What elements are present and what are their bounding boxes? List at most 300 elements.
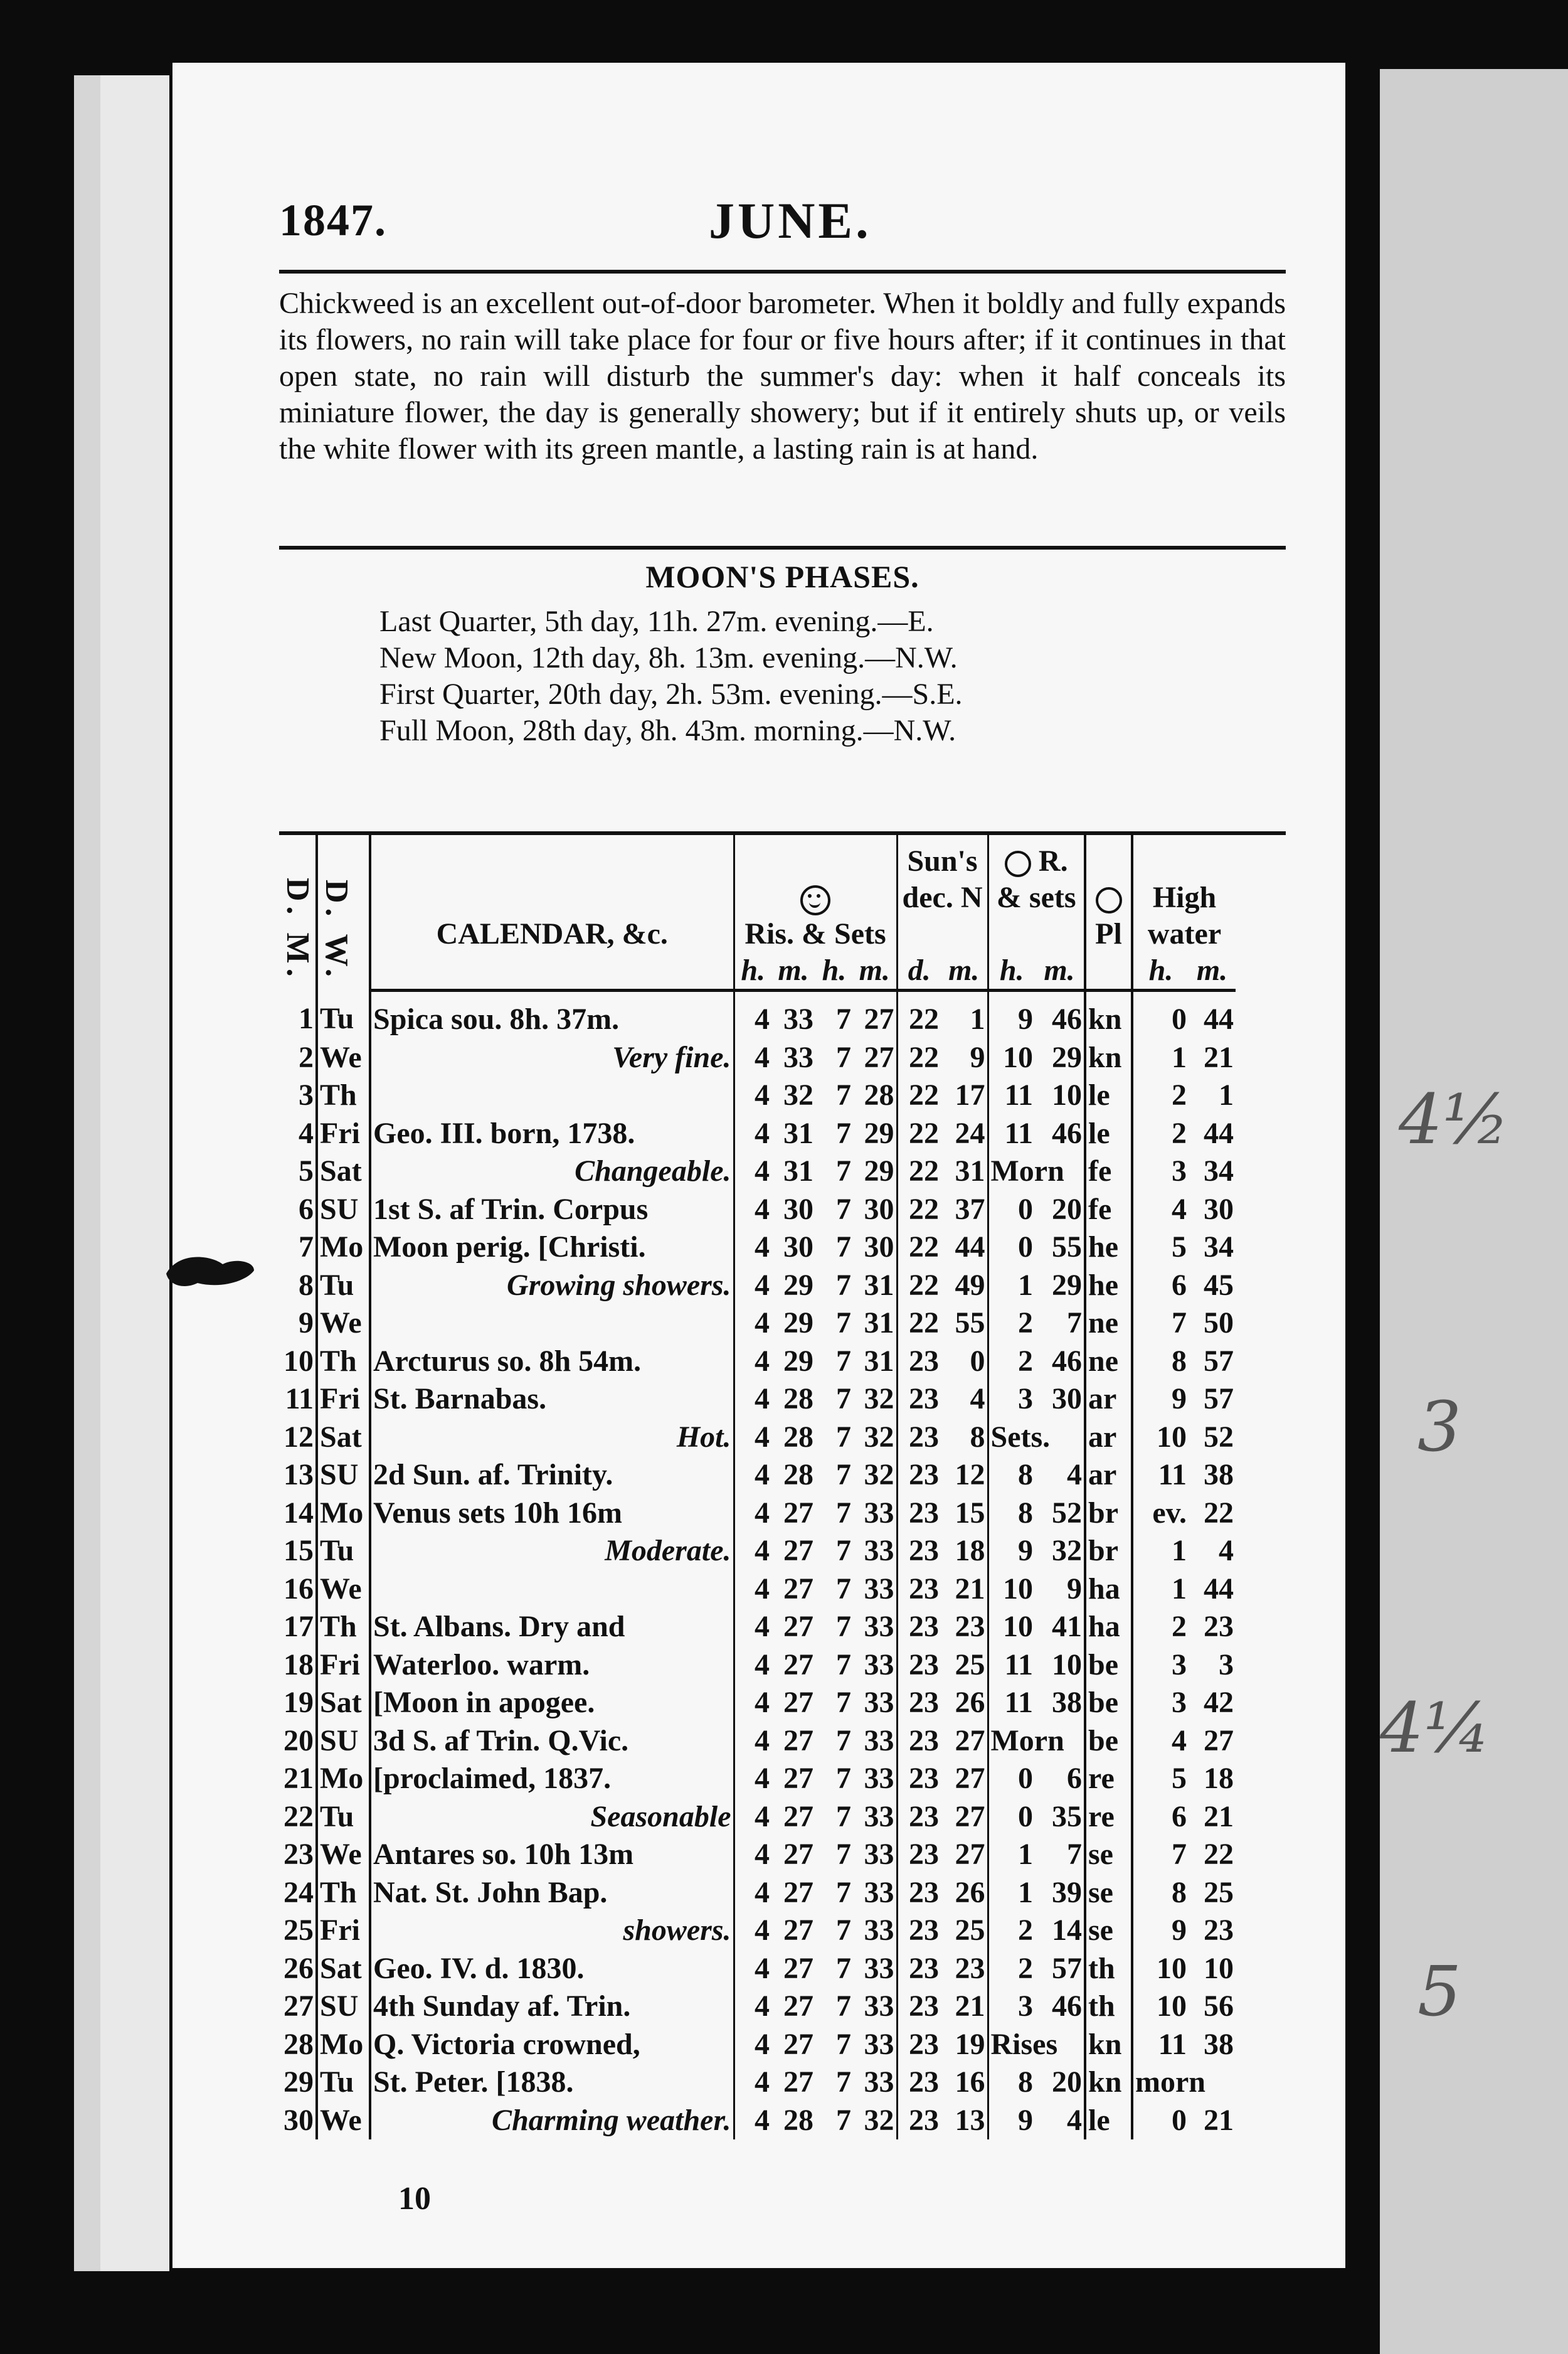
high-water-hour: 9 xyxy=(1132,1380,1189,1419)
day-of-week: Fri xyxy=(317,1646,370,1685)
sunset-minute: 32 xyxy=(864,1382,894,1416)
sunset-minute: 32 xyxy=(864,1458,894,1492)
sunset-minute: 30 xyxy=(864,1230,894,1264)
moon-rs-minute: 20 xyxy=(1052,2065,1082,2099)
sun-dec-minutes: 17 xyxy=(955,1078,985,1112)
table-row xyxy=(279,1760,1236,1798)
page-year: 1847. xyxy=(279,195,387,245)
sun-dec-degrees: 23 xyxy=(897,1874,941,1912)
sunrise-hour: 4 xyxy=(734,1039,771,1077)
day-of-week: SU xyxy=(317,1456,370,1494)
high-water-hour: 10 xyxy=(1132,1419,1189,1457)
table-row xyxy=(279,1950,1236,1988)
handwritten-note: 4¼ xyxy=(1380,1688,1491,1768)
high-water-hour: 7 xyxy=(1132,1836,1189,1874)
high-water-minute: 10 xyxy=(1204,1951,1234,1985)
high-water-hour: ev. xyxy=(1132,1494,1189,1533)
calendar-event: Charming weather. xyxy=(492,2103,731,2137)
table-row xyxy=(279,1039,1236,1077)
high-water-minute: 22 xyxy=(1204,1838,1234,1872)
day-of-week: Tu xyxy=(317,991,370,1039)
ink-blot-mark xyxy=(160,1245,260,1296)
day-of-week: Tu xyxy=(317,1532,370,1570)
calendar-event xyxy=(370,1570,734,1609)
calendar-event: St. Peter. [1838. xyxy=(373,2065,574,2099)
sunrise-hour: 4 xyxy=(734,1570,771,1609)
day-of-month: 25 xyxy=(283,1914,314,1947)
high-water-hour: 9 xyxy=(1132,1912,1189,1950)
calendar-event: Geo. IV. d. 1830. xyxy=(373,1951,585,1985)
table-row xyxy=(279,1494,1236,1533)
moon-rs-header: R. & sets xyxy=(988,834,1085,916)
high-water-hour: 7 xyxy=(1132,1304,1189,1343)
moon-place: br xyxy=(1085,1532,1132,1570)
moon-icon xyxy=(1005,851,1031,877)
sunset-minute: 27 xyxy=(864,1040,894,1074)
moon-rs-minute: 10 xyxy=(1052,1078,1082,1112)
moon-rs-hour: Sets. xyxy=(988,1419,1085,1457)
sunset-minute: 27 xyxy=(864,1003,894,1036)
day-of-month: 2 xyxy=(299,1040,314,1074)
sunset-minute: 29 xyxy=(864,1154,894,1188)
moon-rs-minute: 7 xyxy=(1067,1306,1082,1340)
high-water-minute: 25 xyxy=(1204,1875,1234,1909)
sunrise-hour: 4 xyxy=(734,1419,771,1457)
moon-rs-hour: 2 xyxy=(988,1950,1035,1988)
sunset-hour: 7 xyxy=(836,1648,851,1681)
moon-place: le xyxy=(1085,1077,1132,1115)
table-row xyxy=(279,1456,1236,1494)
sunrise-minute: 27 xyxy=(783,1534,813,1568)
sunrise-minute: 27 xyxy=(783,1875,813,1909)
sunset-minute: 32 xyxy=(864,1420,894,1454)
moon-phases-list xyxy=(379,604,963,749)
sunrise-minute: 32 xyxy=(783,1078,813,1112)
moon-rs-minute: 55 xyxy=(1052,1230,1082,1264)
sun-dec-degrees: 23 xyxy=(897,1798,941,1836)
sunrise-minute: 27 xyxy=(783,1723,813,1757)
day-of-week: Mo xyxy=(317,1760,370,1798)
moon-rs-hour: 11 xyxy=(988,1646,1035,1685)
sunrise-hour: 4 xyxy=(734,2064,771,2102)
sun-dec-header: Sun's dec. N xyxy=(897,834,988,916)
sun-dec-degrees: 23 xyxy=(897,1760,941,1798)
calendar-event xyxy=(370,1304,734,1343)
sun-rs-header: Ris. & Sets xyxy=(734,916,897,952)
moon-rs-hour: 8 xyxy=(988,1494,1035,1533)
sun-dec-minutes: 55 xyxy=(955,1306,985,1340)
moon-place: kn xyxy=(1085,2064,1132,2102)
sunset-hour: 7 xyxy=(836,1344,851,1378)
sunrise-hour: 4 xyxy=(734,1988,771,2026)
high-water-hour: 4 xyxy=(1132,1722,1189,1760)
sunset-hour: 7 xyxy=(836,1306,851,1340)
sunset-hour: 7 xyxy=(836,2027,851,2061)
sun-dec-degrees: 23 xyxy=(897,1419,941,1457)
day-of-week: Fri xyxy=(317,1115,370,1153)
moon-rs-hour: 0 xyxy=(988,1760,1035,1798)
sunset-hour: 7 xyxy=(836,1951,851,1985)
high-water-hour: 5 xyxy=(1132,1228,1189,1267)
high-water-minute: 22 xyxy=(1204,1496,1234,1530)
day-of-month: 11 xyxy=(285,1382,314,1416)
sun-dec-minutes: 25 xyxy=(955,1914,985,1947)
sun-dec-minutes: 24 xyxy=(955,1116,985,1150)
sun-dec-minutes: 0 xyxy=(970,1344,985,1378)
high-water-minute: 52 xyxy=(1204,1420,1234,1454)
sun-dec-minutes: 31 xyxy=(955,1154,985,1188)
sunset-minute: 31 xyxy=(864,1268,894,1302)
sunset-hour: 7 xyxy=(836,1154,851,1188)
moon-place: re xyxy=(1085,1760,1132,1798)
moon-rs-minute: 39 xyxy=(1052,1875,1082,1909)
sunset-minute: 33 xyxy=(864,1799,894,1833)
sunset-minute: 33 xyxy=(864,1875,894,1909)
moon-place: fe xyxy=(1085,1191,1132,1229)
high-water-hour: 1 xyxy=(1132,1570,1189,1609)
sun-dec-degrees: 22 xyxy=(897,1153,941,1191)
high-water-minute: 44 xyxy=(1204,1572,1234,1606)
calendar-event: Waterloo. warm. xyxy=(373,1648,590,1681)
moon-rs-minute: 29 xyxy=(1052,1268,1082,1302)
sun-dec-degrees: 23 xyxy=(897,1684,941,1722)
sunrise-hour: 4 xyxy=(734,1874,771,1912)
sun-dec-degrees: 23 xyxy=(897,1343,941,1381)
moon-place: ar xyxy=(1085,1380,1132,1419)
sun-dec-degrees: 23 xyxy=(897,1912,941,1950)
moon-place: he xyxy=(1085,1228,1132,1267)
sunset-hour: 7 xyxy=(836,1875,851,1909)
sunset-minute: 33 xyxy=(864,1610,894,1644)
day-of-week: Th xyxy=(317,1077,370,1115)
sunrise-minute: 28 xyxy=(783,1420,813,1454)
sunset-minute: 33 xyxy=(864,1951,894,1985)
moon-rs-hour: 1 xyxy=(988,1267,1035,1305)
table-row xyxy=(279,2102,1236,2140)
sun-dec-degrees: 22 xyxy=(897,991,941,1039)
sun-dec-minutes: 25 xyxy=(955,1648,985,1681)
day-of-week: Sat xyxy=(317,1950,370,1988)
sunrise-minute: 27 xyxy=(783,1838,813,1872)
moon-rs-hour: 9 xyxy=(988,991,1035,1039)
calendar-event: [Moon in apogee. xyxy=(373,1686,595,1720)
high-water-minute: 23 xyxy=(1204,1610,1234,1644)
sunset-minute: 33 xyxy=(864,1989,894,2023)
sunrise-minute: 27 xyxy=(783,1496,813,1530)
day-of-month: 12 xyxy=(283,1420,314,1454)
high-water-hour: 2 xyxy=(1132,1115,1189,1153)
sunset-hour: 7 xyxy=(836,1762,851,1796)
sunrise-hour: 4 xyxy=(734,1608,771,1646)
moon-place-header: Pl xyxy=(1085,834,1132,952)
high-water-minute: 50 xyxy=(1204,1306,1234,1340)
day-of-month: 4 xyxy=(299,1116,314,1150)
moon-place: kn xyxy=(1085,991,1132,1039)
left-page-strip xyxy=(100,75,169,2271)
moon-place: ne xyxy=(1085,1304,1132,1343)
sunrise-minute: 33 xyxy=(783,1003,813,1036)
calendar-event: Spica sou. 8h. 37m. xyxy=(373,1003,620,1036)
day-of-week: We xyxy=(317,1039,370,1077)
sun-dec-minutes: 15 xyxy=(955,1496,985,1530)
phases-rule xyxy=(279,546,1286,550)
sunrise-minute: 29 xyxy=(783,1306,813,1340)
sunrise-minute: 30 xyxy=(783,1230,813,1264)
sunset-hour: 7 xyxy=(836,1534,851,1568)
sun-dec-degrees: 23 xyxy=(897,1532,941,1570)
moon-place: ha xyxy=(1085,1570,1132,1609)
calendar-table: D. M. D. W. CALENDAR, &c. Sun's dec. N R. & sets Pl High water Ris. & Sets h. m. h. m. d. m. h. m. h. m. 1 Tu Spica sou. 8h. 37m. 4 33 7 27 22 1 9 46 kn 0 44 2 We Very fine. 4 33 7 27 22 9 10 29 kn 1 21 3 Th 4 32 7 28 22 17 11 10 le 2 1 4 Fri Geo. III. born, 1738. 4 31 7 29 22 24 11 46 le 2 44 5 Sat Changeable. 4 31 7 29 22 31 Morn fe 3 34 6 SU 1st S. af Trin. Corpus 4 30 7 30 22 37 0 20 fe 4 30 7 Mo Moon perig. [Christi. 4 30 7 30 22 44 0 55 he 5 34 8 Tu Growing showers. 4 29 7 31 22 49 1 29 he 6 45 9 We 4 29 7 31 22 55 2 7 ne 7 50 10 Th Arcturus so. 8h 54m. 4 29 7 31 23 0 2 46 ne 8 57 11 Fri St. Barnabas. 4 28 7 32 23 4 3 30 ar 9 57 12 Sat Hot. 4 28 7 32 23 8 Sets. ar 10 52 13 SU 2d Sun. af. Trinity. 4 28 7 32 23 12 8 4 ar 11 38 14 Mo Venus sets 10h 16m 4 27 7 33 23 15 8 52 br ev. 22 15 Tu Moderate. 4 27 7 33 23 18 9 32 br 1 4 16 We 4 27 7 33 23 21 10 9 ha 1 44 17 Th St. Albans. Dry and 4 27 7 33 23 23 10 41 ha 2 23 18 Fri Waterloo. warm. 4 27 7 33 23 25 11 10 be 3 3 19 Sat [Moon in apogee. 4 27 7 33 23 26 11 38 be 3 42 20 SU 3d S. af Trin. Q.Vic. 4 27 7 33 23 27 Morn be 4 27 21 Mo [proclaimed, 1837. 4 27 7 33 23 27 0 6 re 5 18 22 Tu Seasonable 4 27 7 33 23 27 0 35 re 6 21 23 We Antares so. 10h 13m 4 27 7 33 23 27 1 7 se 7 22 24 Th Nat. St. John Bap. 4 27 7 33 23 26 1 39 se 8 25 25 Fri showers. 4 27 7 33 23 25 2 14 se 9 23 26 Sat Geo. IV. d. 1830. 4 27 7 33 23 23 2 57 th 10 10 27 SU 4th Sunday af. Trin. 4 27 7 33 23 21 3 46 th 10 56 28 Mo Q. Victoria crowned, 4 27 7 33 23 19 Rises kn 11 38 29 Tu St. Peter. [1838. 4 27 7 33 23 16 8 20 kn morn 30 We Charming weather. 4 28 7 32 23 13 9 4 le 0 21 xyxy=(279,834,1236,2139)
day-of-week: Sat xyxy=(317,1684,370,1722)
high-water-hour: 1 xyxy=(1132,1039,1189,1077)
sunrise-hour: 4 xyxy=(734,991,771,1039)
calendar-event: [proclaimed, 1837. xyxy=(373,1762,612,1796)
calendar-event: 4th Sunday af. Trin. xyxy=(373,1989,631,2023)
sunrise-hour: 4 xyxy=(734,1798,771,1836)
day-of-week: Mo xyxy=(317,2026,370,2064)
day-of-month: 14 xyxy=(283,1496,314,1530)
day-of-week: Fri xyxy=(317,1380,370,1419)
sunset-minute: 30 xyxy=(864,1192,894,1226)
sunrise-minute: 27 xyxy=(783,2027,813,2061)
sun-dec-degrees: 23 xyxy=(897,2064,941,2102)
sun-dec-degrees: 22 xyxy=(897,1115,941,1153)
calendar-header: CALENDAR, &c. xyxy=(436,917,668,951)
high-water-minute: 34 xyxy=(1204,1230,1234,1264)
moon-place: fe xyxy=(1085,1153,1132,1191)
moon-phases-title: MOON'S PHASES. xyxy=(645,559,919,594)
high-water-hour: 5 xyxy=(1132,1760,1189,1798)
sunset-hour: 7 xyxy=(836,2065,851,2099)
calendar-event: 3d S. af Trin. Q.Vic. xyxy=(373,1723,629,1757)
day-of-week: We xyxy=(317,1570,370,1609)
moon-rs-minute: 41 xyxy=(1052,1610,1082,1644)
moon-rs-hour: Morn xyxy=(988,1722,1085,1760)
moon-place: kn xyxy=(1085,1039,1132,1077)
sun-dec-minutes: 37 xyxy=(955,1192,985,1226)
calendar-event: Antares so. 10h 13m xyxy=(373,1838,634,1872)
day-of-month: 15 xyxy=(283,1534,314,1568)
day-of-month: 5 xyxy=(299,1154,314,1188)
high-water-minute: 1 xyxy=(1219,1078,1234,1112)
day-of-month: 8 xyxy=(299,1268,314,1302)
high-water-minute: 38 xyxy=(1204,2027,1234,2061)
sunrise-minute: 31 xyxy=(783,1154,813,1188)
sun-dec-degrees: 23 xyxy=(897,1950,941,1988)
sunset-minute: 33 xyxy=(864,1686,894,1720)
sun-dec-minutes: 21 xyxy=(955,1989,985,2023)
moon-place: le xyxy=(1085,2102,1132,2140)
sunset-minute: 32 xyxy=(864,2103,894,2137)
sunset-hour: 7 xyxy=(836,1230,851,1264)
moon-place: be xyxy=(1085,1646,1132,1685)
moon-rs-hour: 2 xyxy=(988,1912,1035,1950)
high-water-hour: 8 xyxy=(1132,1343,1189,1381)
sunset-minute: 33 xyxy=(864,1914,894,1947)
calendar-event: Moderate. xyxy=(605,1534,731,1568)
calendar-event: 1st S. af Trin. Corpus xyxy=(373,1192,649,1226)
sunrise-hour: 4 xyxy=(734,1343,771,1381)
moon-place: ha xyxy=(1085,1608,1132,1646)
moon-rs-hour: 10 xyxy=(988,1039,1035,1077)
sunset-hour: 7 xyxy=(836,1420,851,1454)
sun-dec-minutes: 27 xyxy=(955,1799,985,1833)
sunset-minute: 33 xyxy=(864,1648,894,1681)
intro-paragraph: Chickweed is an excellent out-of-door barometer. When it boldly and fully expands its flowers, no rain will take place for four or five hours after; if it continues in that open state, no rain will disturb the summer's day: when it half conceals its miniature flower, the day is generally showery; but if it entirely shuts up, or veils the white flower with its green mantle, a lasting rain is at hand. xyxy=(279,287,1286,466)
day-of-week: We xyxy=(317,1304,370,1343)
page-number: 10 xyxy=(398,2181,431,2217)
day-of-month: 3 xyxy=(299,1078,314,1112)
sunrise-hour: 4 xyxy=(734,1912,771,1950)
day-of-month: 19 xyxy=(283,1686,314,1720)
sun-dec-minutes: 8 xyxy=(970,1420,985,1454)
high-water-header: High water xyxy=(1132,834,1236,952)
sun-dec-degrees: 23 xyxy=(897,1608,941,1646)
sunrise-minute: 27 xyxy=(783,1989,813,2023)
table-row xyxy=(279,1343,1236,1381)
calendar-event: showers. xyxy=(623,1914,731,1947)
sunrise-hour: 4 xyxy=(734,1153,771,1191)
sun-dec-minutes: 21 xyxy=(955,1572,985,1606)
day-of-week: SU xyxy=(317,1191,370,1229)
sunset-hour: 7 xyxy=(836,1838,851,1872)
high-water-hour: 10 xyxy=(1132,1950,1189,1988)
moon-rs-hour: Rises xyxy=(988,2026,1085,2064)
high-water-hour: 6 xyxy=(1132,1798,1189,1836)
sun-dec-degrees: 22 xyxy=(897,1039,941,1077)
sunset-minute: 33 xyxy=(864,2027,894,2061)
table-row xyxy=(279,1191,1236,1229)
sunset-minute: 29 xyxy=(864,1116,894,1150)
sun-dec-minutes: 18 xyxy=(955,1534,985,1568)
calendar-event: Moon perig. [Christi. xyxy=(373,1230,646,1264)
sun-dec-minutes: 26 xyxy=(955,1875,985,1909)
table-row xyxy=(279,1380,1236,1419)
sunset-hour: 7 xyxy=(836,1458,851,1492)
high-water-hour: 3 xyxy=(1132,1646,1189,1685)
table-row xyxy=(279,1153,1236,1191)
high-water-hour: 2 xyxy=(1132,1077,1189,1115)
day-of-week: Sat xyxy=(317,1419,370,1457)
high-water-minute: 21 xyxy=(1204,2103,1234,2137)
high-water-minute: 18 xyxy=(1204,1762,1234,1796)
day-of-month: 26 xyxy=(283,1951,314,1985)
high-water-minute: 30 xyxy=(1204,1192,1234,1226)
high-water-minute: 3 xyxy=(1219,1648,1234,1681)
moon-place: se xyxy=(1085,1912,1132,1950)
moon-rs-minute: 46 xyxy=(1052,1116,1082,1150)
day-of-week: Mo xyxy=(317,1494,370,1533)
moon-rs-hour: 0 xyxy=(988,1191,1035,1229)
moon-place: ne xyxy=(1085,1343,1132,1381)
sun-dec-minutes: 49 xyxy=(955,1268,985,1302)
moon-place: re xyxy=(1085,1798,1132,1836)
moon-place: be xyxy=(1085,1684,1132,1722)
high-water-minute: 44 xyxy=(1204,1116,1234,1150)
sunrise-hour: 4 xyxy=(734,1684,771,1722)
sunrise-minute: 27 xyxy=(783,1648,813,1681)
high-water-hour: 10 xyxy=(1132,1988,1189,2026)
sun-dec-degrees: 22 xyxy=(897,1228,941,1267)
sunrise-minute: 27 xyxy=(783,1799,813,1833)
moon-rs-hour: 10 xyxy=(988,1608,1035,1646)
table-row xyxy=(279,1228,1236,1267)
moon-rs-minute: 46 xyxy=(1052,1344,1082,1378)
day-of-month: 28 xyxy=(283,2027,314,2061)
table-row xyxy=(279,991,1236,1039)
high-water-minute: 45 xyxy=(1204,1268,1234,1302)
sunset-minute: 33 xyxy=(864,2065,894,2099)
sunrise-minute: 29 xyxy=(783,1344,813,1378)
sunrise-hour: 4 xyxy=(734,1722,771,1760)
day-of-week: Th xyxy=(317,1608,370,1646)
high-water-minute: 4 xyxy=(1219,1534,1234,1568)
sunset-minute: 33 xyxy=(864,1496,894,1530)
calendar-event: Changeable. xyxy=(575,1154,731,1188)
sunrise-minute: 28 xyxy=(783,1382,813,1416)
moon-rs-minute: 46 xyxy=(1052,1989,1082,2023)
calendar-event: St. Albans. Dry and xyxy=(373,1610,625,1644)
facing-page xyxy=(1380,69,1568,2354)
top-rule xyxy=(279,270,1286,274)
moon-place: le xyxy=(1085,1115,1132,1153)
sun-dec-minutes: 27 xyxy=(955,1838,985,1872)
handwritten-note: 4½ xyxy=(1399,1079,1510,1159)
handwritten-note: 3 xyxy=(1417,1387,1461,1467)
sunset-minute: 33 xyxy=(864,1838,894,1872)
table-row xyxy=(279,1304,1236,1343)
table-row xyxy=(279,1608,1236,1646)
sun-dec-minutes: 12 xyxy=(955,1458,985,1492)
moon-rs-minute: 14 xyxy=(1052,1914,1082,1947)
sun-dec-minutes: 44 xyxy=(955,1230,985,1264)
moon-rs-minute: 52 xyxy=(1052,1496,1082,1530)
sunrise-hour: 4 xyxy=(734,1950,771,1988)
moon-rs-minute: 7 xyxy=(1067,1838,1082,1872)
moon-place: ar xyxy=(1085,1419,1132,1457)
sun-dec-degrees: 22 xyxy=(897,1191,941,1229)
moon-phase-line: Last Quarter, 5th day, 11h. 27m. evening.—E. xyxy=(379,605,934,638)
table-row xyxy=(279,1684,1236,1722)
moon-rs-hour: 11 xyxy=(988,1684,1035,1722)
high-water-hour: 6 xyxy=(1132,1267,1189,1305)
calendar-event xyxy=(370,1077,734,1115)
dw-header: D. W. xyxy=(317,834,370,991)
sunset-hour: 7 xyxy=(836,1989,851,2023)
calendar-event: Hot. xyxy=(676,1420,731,1454)
moon-place: se xyxy=(1085,1874,1132,1912)
day-of-month: 7 xyxy=(299,1230,314,1264)
moon-place: kn xyxy=(1085,2026,1132,2064)
sun-dec-minutes: 23 xyxy=(955,1610,985,1644)
day-of-week: We xyxy=(317,1836,370,1874)
sunrise-minute: 27 xyxy=(783,1610,813,1644)
day-of-week: Sat xyxy=(317,1153,370,1191)
sunrise-minute: 27 xyxy=(783,2065,813,2099)
table-row xyxy=(279,1646,1236,1685)
sunrise-hour: 4 xyxy=(734,1380,771,1419)
sunset-hour: 7 xyxy=(836,1003,851,1036)
sun-dec-minutes: 27 xyxy=(955,1723,985,1757)
table-row xyxy=(279,1988,1236,2026)
calendar-event: 2d Sun. af. Trinity. xyxy=(373,1458,613,1492)
sun-dec-degrees: 23 xyxy=(897,1988,941,2026)
sun-dec-degrees: 23 xyxy=(897,1456,941,1494)
moon-rs-minute: 38 xyxy=(1052,1686,1082,1720)
sun-dec-degrees: 23 xyxy=(897,2102,941,2140)
almanac-page xyxy=(172,63,1345,2268)
table-row xyxy=(279,1836,1236,1874)
